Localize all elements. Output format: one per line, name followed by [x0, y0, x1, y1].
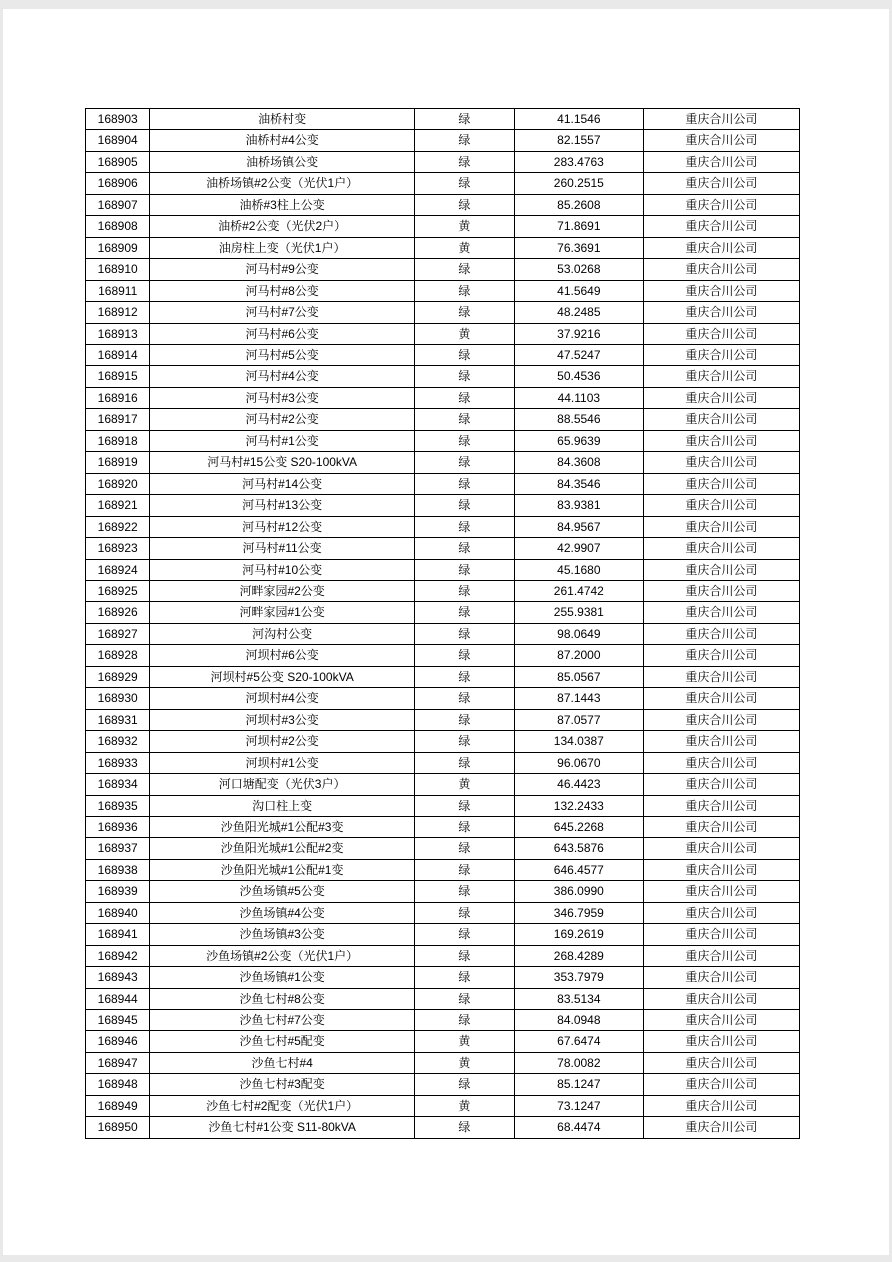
cell-transformer-name: 河马村#10公变 — [150, 559, 415, 580]
cell-transformer-name: 沙鱼七村#4 — [150, 1052, 415, 1073]
table-row — [86, 1117, 800, 1138]
cell-company: 重庆合川公司 — [643, 344, 799, 365]
cell-transformer-name: 沙鱼阳光城#1公配#3变 — [150, 816, 415, 837]
cell-value: 45.1680 — [514, 559, 643, 580]
cell-record-id: 168934 — [86, 774, 150, 795]
cell-transformer-name: 油桥场镇#2公变（光伏1户） — [150, 173, 415, 194]
cell-record-id: 168942 — [86, 945, 150, 966]
cell-transformer-name: 河坝村#1公变 — [150, 752, 415, 773]
cell-company: 重庆合川公司 — [643, 538, 799, 559]
cell-value: 132.2433 — [514, 795, 643, 816]
cell-record-id: 168933 — [86, 752, 150, 773]
cell-record-id: 168927 — [86, 623, 150, 644]
cell-transformer-name: 沙鱼七村#8公变 — [150, 988, 415, 1009]
cell-transformer-name: 河马村#12公变 — [150, 516, 415, 537]
cell-value: 71.8691 — [514, 216, 643, 237]
cell-status: 绿 — [414, 344, 514, 365]
cell-record-id: 168943 — [86, 967, 150, 988]
table-row — [86, 473, 800, 494]
cell-company: 重庆合川公司 — [643, 816, 799, 837]
cell-transformer-name: 河马村#4公变 — [150, 366, 415, 387]
cell-value: 87.0577 — [514, 709, 643, 730]
cell-transformer-name: 油桥#3柱上公变 — [150, 194, 415, 215]
cell-value: 85.2608 — [514, 194, 643, 215]
cell-value: 255.9381 — [514, 602, 643, 623]
cell-record-id: 168903 — [86, 109, 150, 130]
table-row — [86, 109, 800, 130]
cell-company: 重庆合川公司 — [643, 602, 799, 623]
cell-status: 绿 — [414, 173, 514, 194]
cell-company: 重庆合川公司 — [643, 130, 799, 151]
cell-record-id: 168917 — [86, 409, 150, 430]
table-row — [86, 366, 800, 387]
cell-transformer-name: 河坝村#5公变 S20-100kVA — [150, 666, 415, 687]
cell-value: 84.9567 — [514, 516, 643, 537]
cell-value: 283.4763 — [514, 151, 643, 172]
cell-status: 绿 — [414, 473, 514, 494]
cell-transformer-name: 河坝村#2公变 — [150, 731, 415, 752]
cell-record-id: 168909 — [86, 237, 150, 258]
cell-value: 46.4423 — [514, 774, 643, 795]
table-row — [86, 602, 800, 623]
cell-company: 重庆合川公司 — [643, 688, 799, 709]
cell-status: 绿 — [414, 430, 514, 451]
cell-record-id: 168949 — [86, 1095, 150, 1116]
table-row — [86, 988, 800, 1009]
cell-record-id: 168923 — [86, 538, 150, 559]
cell-company: 重庆合川公司 — [643, 409, 799, 430]
cell-transformer-name: 河马村#15公变 S20-100kVA — [150, 452, 415, 473]
cell-transformer-name: 河马村#6公变 — [150, 323, 415, 344]
transformer-table — [85, 108, 800, 1139]
cell-transformer-name: 河坝村#3公变 — [150, 709, 415, 730]
cell-transformer-name: 油房柱上变（光伏1户） — [150, 237, 415, 258]
cell-record-id: 168948 — [86, 1074, 150, 1095]
cell-transformer-name: 沙鱼场镇#4公变 — [150, 902, 415, 923]
cell-value: 96.0670 — [514, 752, 643, 773]
cell-value: 98.0649 — [514, 623, 643, 644]
cell-company: 重庆合川公司 — [643, 924, 799, 945]
cell-record-id: 168940 — [86, 902, 150, 923]
cell-transformer-name: 沙鱼场镇#2公变（光伏1户） — [150, 945, 415, 966]
cell-record-id: 168904 — [86, 130, 150, 151]
table-row — [86, 173, 800, 194]
cell-status: 黄 — [414, 237, 514, 258]
cell-company: 重庆合川公司 — [643, 216, 799, 237]
table-row — [86, 323, 800, 344]
cell-record-id: 168930 — [86, 688, 150, 709]
cell-company: 重庆合川公司 — [643, 623, 799, 644]
cell-status: 绿 — [414, 988, 514, 1009]
cell-value: 83.9381 — [514, 495, 643, 516]
table-row — [86, 302, 800, 323]
cell-transformer-name: 油桥场镇公变 — [150, 151, 415, 172]
cell-company: 重庆合川公司 — [643, 666, 799, 687]
cell-record-id: 168911 — [86, 280, 150, 301]
cell-status: 绿 — [414, 795, 514, 816]
cell-company: 重庆合川公司 — [643, 495, 799, 516]
table-row — [86, 1010, 800, 1031]
cell-transformer-name: 沙鱼七村#5配变 — [150, 1031, 415, 1052]
cell-company: 重庆合川公司 — [643, 109, 799, 130]
cell-status: 绿 — [414, 259, 514, 280]
cell-status: 绿 — [414, 902, 514, 923]
table-row — [86, 881, 800, 902]
cell-status: 绿 — [414, 280, 514, 301]
cell-transformer-name: 河马村#8公变 — [150, 280, 415, 301]
cell-transformer-name: 河马村#7公变 — [150, 302, 415, 323]
cell-record-id: 168935 — [86, 795, 150, 816]
cell-status: 绿 — [414, 731, 514, 752]
cell-company: 重庆合川公司 — [643, 1052, 799, 1073]
cell-record-id: 168925 — [86, 580, 150, 601]
table-row — [86, 623, 800, 644]
table-row — [86, 344, 800, 365]
cell-value: 41.5649 — [514, 280, 643, 301]
cell-transformer-name: 沙鱼阳光城#1公配#1变 — [150, 859, 415, 880]
cell-transformer-name: 沟口柱上变 — [150, 795, 415, 816]
cell-record-id: 168926 — [86, 602, 150, 623]
cell-value: 260.2515 — [514, 173, 643, 194]
cell-record-id: 168916 — [86, 387, 150, 408]
cell-value: 87.2000 — [514, 645, 643, 666]
cell-status: 绿 — [414, 967, 514, 988]
cell-company: 重庆合川公司 — [643, 302, 799, 323]
cell-value: 42.9907 — [514, 538, 643, 559]
cell-company: 重庆合川公司 — [643, 1074, 799, 1095]
cell-value: 268.4289 — [514, 945, 643, 966]
cell-company: 重庆合川公司 — [643, 366, 799, 387]
table-row — [86, 816, 800, 837]
table-row — [86, 688, 800, 709]
cell-status: 绿 — [414, 645, 514, 666]
cell-status: 绿 — [414, 1117, 514, 1138]
cell-record-id: 168936 — [86, 816, 150, 837]
cell-status: 绿 — [414, 366, 514, 387]
cell-record-id: 168931 — [86, 709, 150, 730]
table-row — [86, 495, 800, 516]
table-row — [86, 580, 800, 601]
cell-company: 重庆合川公司 — [643, 795, 799, 816]
document-page — [3, 9, 889, 1255]
cell-transformer-name: 沙鱼场镇#5公变 — [150, 881, 415, 902]
cell-record-id: 168928 — [86, 645, 150, 666]
cell-company: 重庆合川公司 — [643, 516, 799, 537]
cell-value: 67.6474 — [514, 1031, 643, 1052]
cell-record-id: 168924 — [86, 559, 150, 580]
cell-record-id: 168914 — [86, 344, 150, 365]
cell-status: 绿 — [414, 1074, 514, 1095]
cell-transformer-name: 河马村#13公变 — [150, 495, 415, 516]
cell-record-id: 168944 — [86, 988, 150, 1009]
cell-value: 44.1103 — [514, 387, 643, 408]
table-row — [86, 1074, 800, 1095]
cell-status: 绿 — [414, 130, 514, 151]
table-row — [86, 387, 800, 408]
table-row — [86, 559, 800, 580]
cell-status: 绿 — [414, 859, 514, 880]
cell-transformer-name: 沙鱼七村#2配变（光伏1户） — [150, 1095, 415, 1116]
cell-company: 重庆合川公司 — [643, 881, 799, 902]
table-row — [86, 859, 800, 880]
table-row — [86, 902, 800, 923]
cell-company: 重庆合川公司 — [643, 387, 799, 408]
cell-value: 87.1443 — [514, 688, 643, 709]
table-row — [86, 967, 800, 988]
cell-value: 353.7979 — [514, 967, 643, 988]
cell-status: 绿 — [414, 409, 514, 430]
cell-transformer-name: 河马村#14公变 — [150, 473, 415, 494]
cell-record-id: 168921 — [86, 495, 150, 516]
cell-value: 88.5546 — [514, 409, 643, 430]
cell-transformer-name: 沙鱼场镇#1公变 — [150, 967, 415, 988]
table-row — [86, 666, 800, 687]
cell-company: 重庆合川公司 — [643, 580, 799, 601]
cell-company: 重庆合川公司 — [643, 859, 799, 880]
cell-company: 重庆合川公司 — [643, 988, 799, 1009]
table-row — [86, 430, 800, 451]
cell-value: 82.1557 — [514, 130, 643, 151]
cell-status: 绿 — [414, 495, 514, 516]
table-row — [86, 752, 800, 773]
table-row — [86, 795, 800, 816]
table-row — [86, 731, 800, 752]
cell-record-id: 168922 — [86, 516, 150, 537]
cell-company: 重庆合川公司 — [643, 280, 799, 301]
cell-status: 绿 — [414, 194, 514, 215]
cell-transformer-name: 沙鱼七村#3配变 — [150, 1074, 415, 1095]
table-row — [86, 924, 800, 945]
cell-record-id: 168939 — [86, 881, 150, 902]
cell-status: 绿 — [414, 302, 514, 323]
cell-status: 绿 — [414, 924, 514, 945]
cell-record-id: 168919 — [86, 452, 150, 473]
cell-value: 48.2485 — [514, 302, 643, 323]
cell-record-id: 168945 — [86, 1010, 150, 1031]
cell-value: 645.2268 — [514, 816, 643, 837]
table-row — [86, 259, 800, 280]
cell-record-id: 168918 — [86, 430, 150, 451]
cell-value: 65.9639 — [514, 430, 643, 451]
cell-record-id: 168941 — [86, 924, 150, 945]
cell-status: 绿 — [414, 151, 514, 172]
cell-value: 37.9216 — [514, 323, 643, 344]
cell-status: 绿 — [414, 538, 514, 559]
cell-company: 重庆合川公司 — [643, 645, 799, 666]
cell-record-id: 168907 — [86, 194, 150, 215]
cell-record-id: 168905 — [86, 151, 150, 172]
cell-transformer-name: 沙鱼场镇#3公变 — [150, 924, 415, 945]
cell-value: 50.4536 — [514, 366, 643, 387]
cell-company: 重庆合川公司 — [643, 452, 799, 473]
table-row — [86, 151, 800, 172]
table-row — [86, 237, 800, 258]
cell-transformer-name: 沙鱼七村#7公变 — [150, 1010, 415, 1031]
cell-status: 绿 — [414, 666, 514, 687]
cell-status: 黄 — [414, 216, 514, 237]
cell-company: 重庆合川公司 — [643, 323, 799, 344]
cell-company: 重庆合川公司 — [643, 902, 799, 923]
cell-record-id: 168937 — [86, 838, 150, 859]
cell-transformer-name: 河畔家园#2公变 — [150, 580, 415, 601]
cell-value: 47.5247 — [514, 344, 643, 365]
cell-company: 重庆合川公司 — [643, 194, 799, 215]
cell-status: 绿 — [414, 881, 514, 902]
cell-company: 重庆合川公司 — [643, 945, 799, 966]
cell-record-id: 168913 — [86, 323, 150, 344]
cell-status: 绿 — [414, 516, 514, 537]
cell-company: 重庆合川公司 — [643, 731, 799, 752]
cell-status: 绿 — [414, 816, 514, 837]
cell-record-id: 168920 — [86, 473, 150, 494]
table-row — [86, 1052, 800, 1073]
cell-value: 83.5134 — [514, 988, 643, 1009]
cell-status: 绿 — [414, 752, 514, 773]
table-row — [86, 516, 800, 537]
cell-record-id: 168908 — [86, 216, 150, 237]
cell-status: 绿 — [414, 838, 514, 859]
table-row — [86, 774, 800, 795]
cell-value: 261.4742 — [514, 580, 643, 601]
cell-value: 73.1247 — [514, 1095, 643, 1116]
cell-transformer-name: 河口塘配变（光伏3户） — [150, 774, 415, 795]
cell-status: 绿 — [414, 709, 514, 730]
cell-company: 重庆合川公司 — [643, 838, 799, 859]
cell-company: 重庆合川公司 — [643, 774, 799, 795]
cell-record-id: 168910 — [86, 259, 150, 280]
cell-value: 84.3546 — [514, 473, 643, 494]
cell-status: 黄 — [414, 774, 514, 795]
cell-value: 169.2619 — [514, 924, 643, 945]
cell-status: 绿 — [414, 945, 514, 966]
cell-status: 绿 — [414, 623, 514, 644]
table-row — [86, 194, 800, 215]
cell-company: 重庆合川公司 — [643, 709, 799, 730]
cell-value: 646.4577 — [514, 859, 643, 880]
table-row — [86, 945, 800, 966]
cell-company: 重庆合川公司 — [643, 151, 799, 172]
cell-company: 重庆合川公司 — [643, 173, 799, 194]
cell-record-id: 168929 — [86, 666, 150, 687]
cell-status: 黄 — [414, 1031, 514, 1052]
table-row — [86, 1031, 800, 1052]
cell-transformer-name: 河马村#5公变 — [150, 344, 415, 365]
cell-company: 重庆合川公司 — [643, 752, 799, 773]
cell-company: 重庆合川公司 — [643, 1031, 799, 1052]
cell-value: 41.1546 — [514, 109, 643, 130]
cell-value: 53.0268 — [514, 259, 643, 280]
cell-status: 绿 — [414, 559, 514, 580]
cell-value: 85.1247 — [514, 1074, 643, 1095]
cell-status: 绿 — [414, 602, 514, 623]
table-row — [86, 838, 800, 859]
cell-company: 重庆合川公司 — [643, 1095, 799, 1116]
table-row — [86, 216, 800, 237]
cell-value: 346.7959 — [514, 902, 643, 923]
cell-record-id: 168950 — [86, 1117, 150, 1138]
table-row — [86, 709, 800, 730]
cell-transformer-name: 沙鱼阳光城#1公配#2变 — [150, 838, 415, 859]
cell-value: 78.0082 — [514, 1052, 643, 1073]
table-row — [86, 280, 800, 301]
cell-transformer-name: 河马村#3公变 — [150, 387, 415, 408]
cell-transformer-name: 油桥村变 — [150, 109, 415, 130]
cell-value: 643.5876 — [514, 838, 643, 859]
cell-company: 重庆合川公司 — [643, 967, 799, 988]
cell-status: 绿 — [414, 109, 514, 130]
table-row — [86, 538, 800, 559]
cell-status: 黄 — [414, 1052, 514, 1073]
cell-company: 重庆合川公司 — [643, 430, 799, 451]
cell-status: 绿 — [414, 452, 514, 473]
cell-transformer-name: 河坝村#6公变 — [150, 645, 415, 666]
cell-transformer-name: 油桥村#4公变 — [150, 130, 415, 151]
cell-status: 黄 — [414, 323, 514, 344]
cell-company: 重庆合川公司 — [643, 237, 799, 258]
table-row — [86, 645, 800, 666]
cell-record-id: 168947 — [86, 1052, 150, 1073]
table-row — [86, 130, 800, 151]
cell-value: 84.0948 — [514, 1010, 643, 1031]
table-row — [86, 452, 800, 473]
cell-value: 84.3608 — [514, 452, 643, 473]
cell-value: 85.0567 — [514, 666, 643, 687]
cell-transformer-name: 油桥#2公变（光伏2户） — [150, 216, 415, 237]
cell-transformer-name: 河马村#11公变 — [150, 538, 415, 559]
cell-value: 386.0990 — [514, 881, 643, 902]
cell-status: 绿 — [414, 688, 514, 709]
cell-transformer-name: 河马村#2公变 — [150, 409, 415, 430]
cell-transformer-name: 河马村#1公变 — [150, 430, 415, 451]
cell-record-id: 168946 — [86, 1031, 150, 1052]
cell-status: 绿 — [414, 1010, 514, 1031]
cell-company: 重庆合川公司 — [643, 259, 799, 280]
cell-company: 重庆合川公司 — [643, 1117, 799, 1138]
cell-record-id: 168932 — [86, 731, 150, 752]
cell-company: 重庆合川公司 — [643, 473, 799, 494]
cell-record-id: 168915 — [86, 366, 150, 387]
cell-transformer-name: 河马村#9公变 — [150, 259, 415, 280]
cell-record-id: 168938 — [86, 859, 150, 880]
cell-record-id: 168912 — [86, 302, 150, 323]
cell-value: 76.3691 — [514, 237, 643, 258]
cell-status: 绿 — [414, 387, 514, 408]
cell-company: 重庆合川公司 — [643, 1010, 799, 1031]
cell-transformer-name: 河坝村#4公变 — [150, 688, 415, 709]
cell-value: 134.0387 — [514, 731, 643, 752]
cell-transformer-name: 河沟村公变 — [150, 623, 415, 644]
cell-transformer-name: 河畔家园#1公变 — [150, 602, 415, 623]
table-row — [86, 1095, 800, 1116]
table-row — [86, 409, 800, 430]
cell-status: 黄 — [414, 1095, 514, 1116]
cell-status: 绿 — [414, 580, 514, 601]
cell-record-id: 168906 — [86, 173, 150, 194]
cell-transformer-name: 沙鱼七村#1公变 S11-80kVA — [150, 1117, 415, 1138]
cell-company: 重庆合川公司 — [643, 559, 799, 580]
cell-value: 68.4474 — [514, 1117, 643, 1138]
